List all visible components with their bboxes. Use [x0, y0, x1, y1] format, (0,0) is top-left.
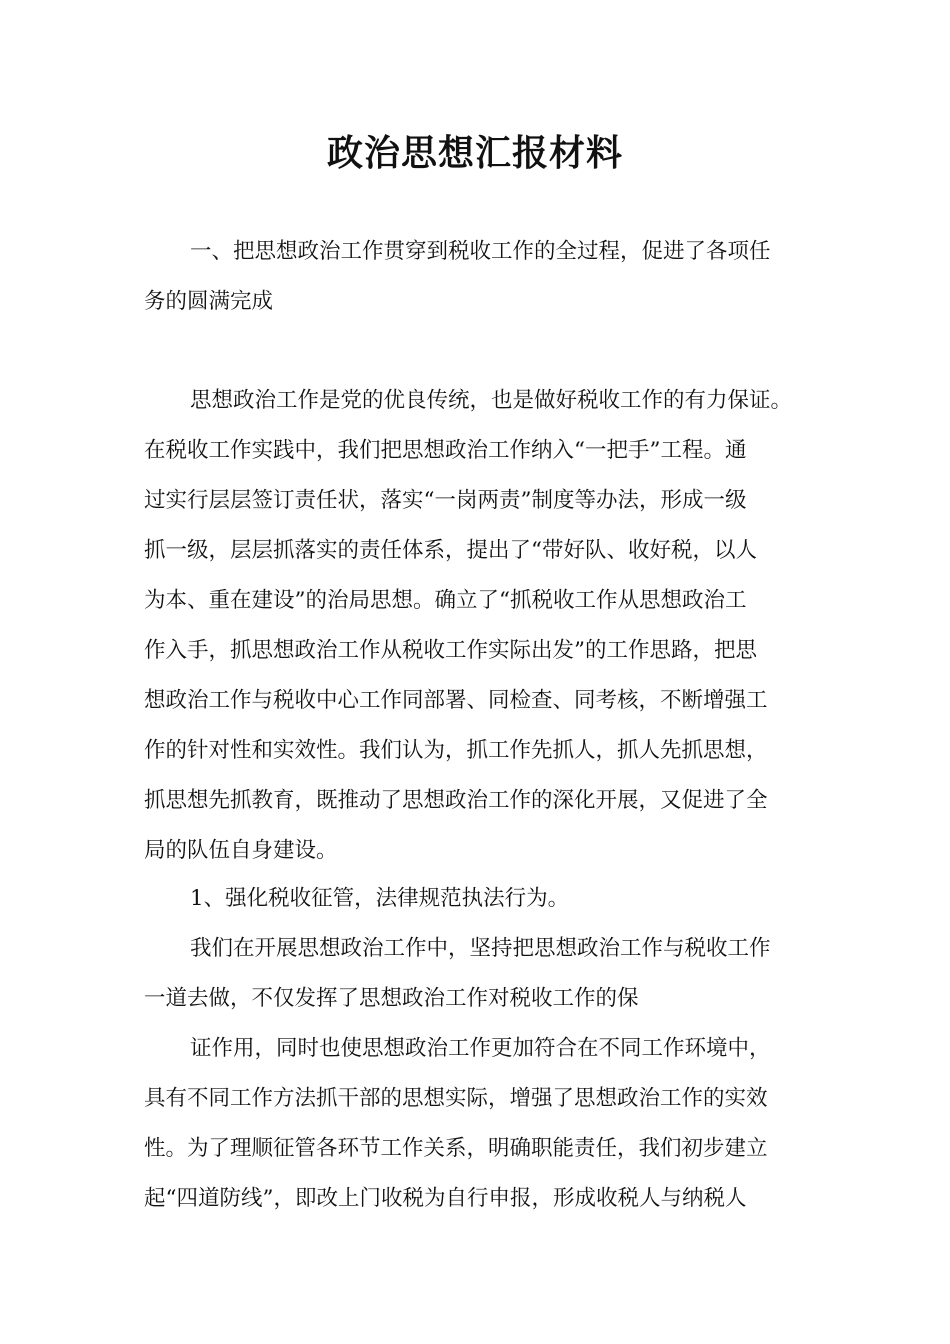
paragraph-line: 性。为了理顺征管各环节工作关系，明确职能责任，我们初步建立	[144, 1136, 768, 1161]
paragraph-line: 思想政治工作是党的优良传统，也是做好税收工作的有力保证。	[190, 388, 793, 413]
paragraph-line: 为本、重在建设”的治局思想。确立了“抓税收工作从思想政治工	[144, 588, 747, 613]
document-title: 政治思想汇报材料	[326, 133, 623, 174]
paragraph-line: 在税收工作实践中，我们把思想政治工作纳入“一把手”工程。通	[144, 438, 747, 463]
paragraph-line: 抓思想先抓教育，既推动了思想政治工作的深化开展，又促进了全	[144, 788, 768, 813]
paragraph-line: 局的队伍自身建设。	[144, 838, 338, 863]
paragraph-line: 过实行层层签订责任状，落实“一岗两责”制度等办法，形成一级	[144, 488, 747, 513]
paragraph-line: 起“四道防线”，即改上门收税为自行申报，形成收税人与纳税人	[144, 1186, 747, 1211]
paragraph-line: 证作用，同时也使思想政治工作更加符合在不同工作环境中，	[190, 1036, 771, 1061]
paragraph-line: 我们在开展思想政治工作中，坚持把思想政治工作与税收工作	[190, 936, 771, 961]
subheading-line: 1、强化税收征管，法律规范执法行为。	[190, 886, 570, 911]
paragraph-line: 抓一级，层层抓落实的责任体系，提出了“带好队、收好税，以人	[144, 538, 757, 563]
paragraph-line: 具有不同工作方法抓干部的思想实际，增强了思想政治工作的实效	[144, 1086, 768, 1111]
paragraph-line: 想政治工作与税收中心工作同部署、同检查、同考核，不断增强工	[144, 688, 768, 713]
heading-line: 务的圆满完成	[144, 289, 274, 314]
paragraph-line: 一道去做，不仅发挥了思想政治工作对税收工作的保	[144, 986, 639, 1011]
heading-line: 一、把思想政治工作贯穿到税收工作的全过程，促进了各项任	[190, 239, 771, 264]
paragraph-line: 作入手，抓思想政治工作从税收工作实际出发”的工作思路，把思	[144, 638, 757, 663]
paragraph-line: 作的针对性和实效性。我们认为，抓工作先抓人，抓人先抓思想，	[144, 738, 768, 763]
